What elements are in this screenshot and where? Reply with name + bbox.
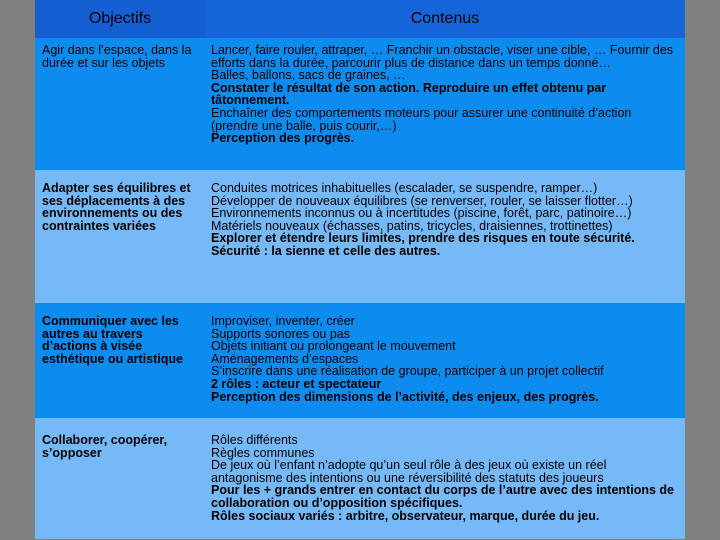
header-objectifs: Objectifs xyxy=(35,0,205,38)
content-line: Supports sonores ou pas xyxy=(211,326,350,341)
objective-text: Adapter ses équilibres et ses déplacements à des environnements ou des contraintes variées xyxy=(42,181,191,233)
contents-cell xyxy=(205,418,685,539)
contents-cell xyxy=(205,170,685,303)
table-row xyxy=(35,170,685,303)
content-line: 2 rôles : acteur et spectateur xyxy=(211,376,382,391)
objective-text: Agir dans l’espace, dans la durée et sur les objets xyxy=(42,43,192,70)
content-line: Balles, ballons, sacs de graines, … xyxy=(211,68,406,83)
objective-text: Collaborer, coopérer, s’opposer xyxy=(42,433,168,460)
content-line: Aménagements d’espaces xyxy=(211,351,359,366)
slide xyxy=(35,0,685,529)
content-line: Développer de nouveaux équilibres (se renverser, rouler, se laisser flotter…) xyxy=(211,193,633,208)
header-contenus: Contenus xyxy=(205,0,685,38)
objective-cell xyxy=(35,418,205,539)
objective-cell xyxy=(35,303,205,418)
contents-cell xyxy=(205,38,685,170)
content-line: Environnements inconnus ou à incertitudes (piscine, forêt, parc, patinoire…) xyxy=(211,206,632,221)
table-row xyxy=(35,418,685,539)
contents-cell xyxy=(205,303,685,418)
content-line: Règles communes xyxy=(211,445,315,460)
content-line: Sécurité : la sienne et celle des autres. xyxy=(211,243,441,258)
objectives-table xyxy=(35,0,685,539)
content-line: De jeux où l’enfant n’adopte qu’un seul rôle à des jeux où existe un réel antagonisme des intentions ou une réversibilité des statuts des joueurs xyxy=(211,458,607,485)
content-line: Rôles sociaux variés : arbitre, observateur, marque, durée du jeu. xyxy=(211,508,600,523)
content-line: Pour les + grands entrer en contact du corps de l’autre avec des intentions de collaboration ou d’opposition spécifiques. xyxy=(211,483,674,510)
content-line: Conduites motrices inhabituelles (escalader, se suspendre, ramper…) xyxy=(211,181,598,195)
table-row xyxy=(35,303,685,418)
objective-cell xyxy=(35,38,205,170)
table-row xyxy=(35,38,685,170)
content-line: Perception des dimensions de l’activité, des enjeux, des progrès. xyxy=(211,389,599,404)
header-row xyxy=(35,0,685,38)
content-line: Improviser, inventer, créer xyxy=(211,314,355,328)
content-line: Enchaîner des comportements moteurs pour assurer une continuité d’action (prendre une balle, puis courir,…) xyxy=(211,105,632,133)
content-line: Lancer, faire rouler, attraper, … Franchir un obstacle, viser une cible, … Fournir des efforts dans la durée, parcourir plus de distance dans un temps donné… xyxy=(211,43,674,70)
content-line: Rôles différents xyxy=(211,433,298,447)
content-line: Matériels nouveaux (échasses, patins, tricycles, draisiennes, trottinettes) xyxy=(211,218,613,233)
content-line: S’inscrire dans une réalisation de groupe, participer à un projet collectif xyxy=(211,364,604,379)
content-line: Explorer et étendre leurs limites, prendre des risques en toute sécurité. xyxy=(211,231,635,246)
objective-text: Communiquer avec les autres au travers d’actions à visée esthétique ou artistique xyxy=(42,314,183,366)
content-line: Constater le résultat de son action. Reproduire un effet obtenu par tâtonnement. xyxy=(211,80,607,108)
content-line: Perception des progrès. xyxy=(211,131,355,146)
content-line: Objets initiant ou prolongeant le mouvement xyxy=(211,339,456,354)
objective-cell xyxy=(35,170,205,303)
